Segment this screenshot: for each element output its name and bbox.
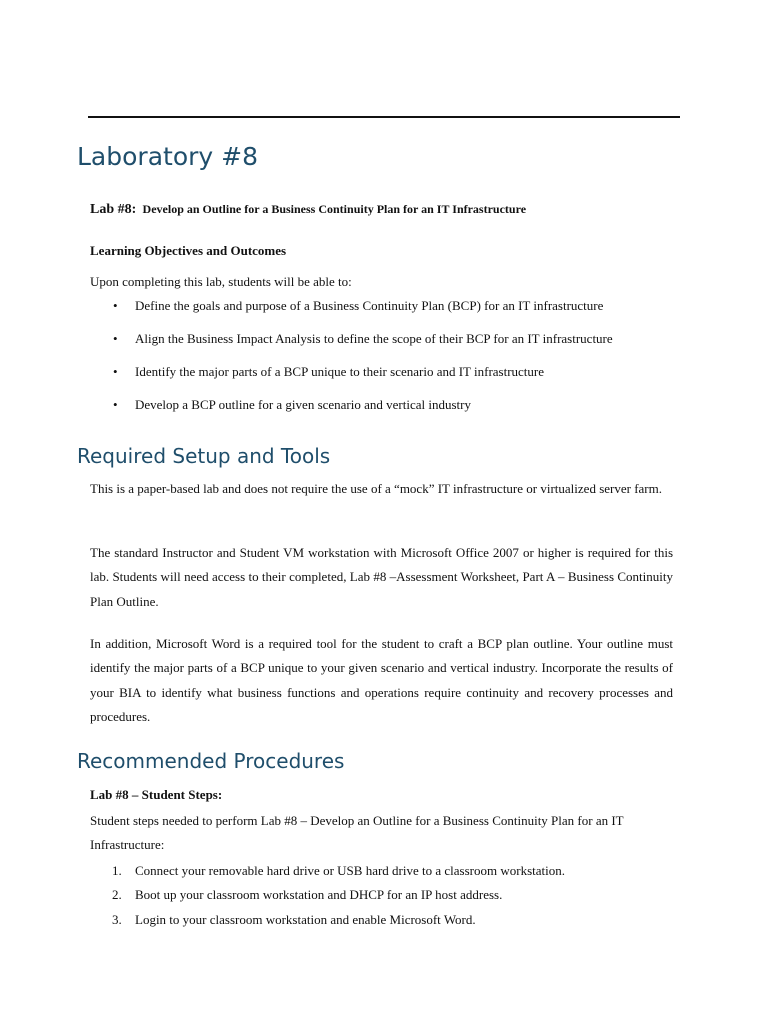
objective-item: Develop a BCP outline for a given scenario and vertical industry bbox=[135, 397, 471, 412]
lab-title-line bbox=[90, 201, 526, 218]
bullet-icon: • bbox=[113, 397, 118, 412]
setup-paragraph: The standard Instructor and Student VM workstation with Microsoft Office 2007 or higher is required for this lab. Students will need access to their completed, Lab #8 –Assessment Worksheet, Part A – Business Continuity Plan Outline. bbox=[90, 545, 673, 609]
step-text: Login to your classroom workstation and enable Microsoft Word. bbox=[135, 912, 476, 927]
bullet-icon: • bbox=[113, 331, 118, 346]
header-rule bbox=[88, 116, 680, 118]
objectives-heading: Learning Objectives and Outcomes bbox=[90, 243, 287, 258]
procedures-heading: Recommended Procedures bbox=[77, 749, 345, 773]
objectives-intro: Upon completing this lab, students will be able to: bbox=[90, 274, 352, 289]
lab-number-label: Lab #8: bbox=[90, 202, 137, 217]
step-number: 3. bbox=[112, 912, 122, 927]
bullet-icon: • bbox=[113, 364, 118, 379]
procedures-intro: Student steps needed to perform Lab #8 – Develop an Outline for a Business Continuity Plan for an IT Infrastructure: bbox=[90, 813, 624, 853]
setup-heading: Required Setup and Tools bbox=[77, 444, 331, 468]
step-number: 2. bbox=[112, 887, 122, 902]
page-title: Laboratory #8 bbox=[77, 142, 258, 171]
step-text: Connect your removable hard drive or USB hard drive to a classroom workstation. bbox=[135, 863, 565, 878]
objective-item: Align the Business Impact Analysis to define the scope of their BCP for an IT infrastructure bbox=[135, 331, 613, 346]
setup-paragraph: This is a paper-based lab and does not require the use of a “mock” IT infrastructure or virtualized server farm. bbox=[90, 481, 662, 496]
lab-name: Develop an Outline for a Business Continuity Plan for an IT Infrastructure bbox=[142, 202, 527, 216]
bullet-icon: • bbox=[113, 298, 118, 313]
objective-item: Define the goals and purpose of a Business Continuity Plan (BCP) for an IT infrastructure bbox=[135, 298, 604, 313]
step-text: Boot up your classroom workstation and DHCP for an IP host address. bbox=[135, 887, 503, 902]
step-number: 1. bbox=[112, 863, 122, 878]
setup-paragraph: In addition, Microsoft Word is a required tool for the student to craft a BCP plan outline. Your outline must identify the major parts of a BCP unique to your given scenario and vertical industry. Incorporate the results of your BIA to identify what business functions and operations require continuity and recovery processes and procedures. bbox=[90, 636, 673, 724]
objective-item: Identify the major parts of a BCP unique to their scenario and IT infrastructure bbox=[135, 364, 545, 379]
procedures-subheading: Lab #8 – Student Steps: bbox=[90, 787, 223, 802]
